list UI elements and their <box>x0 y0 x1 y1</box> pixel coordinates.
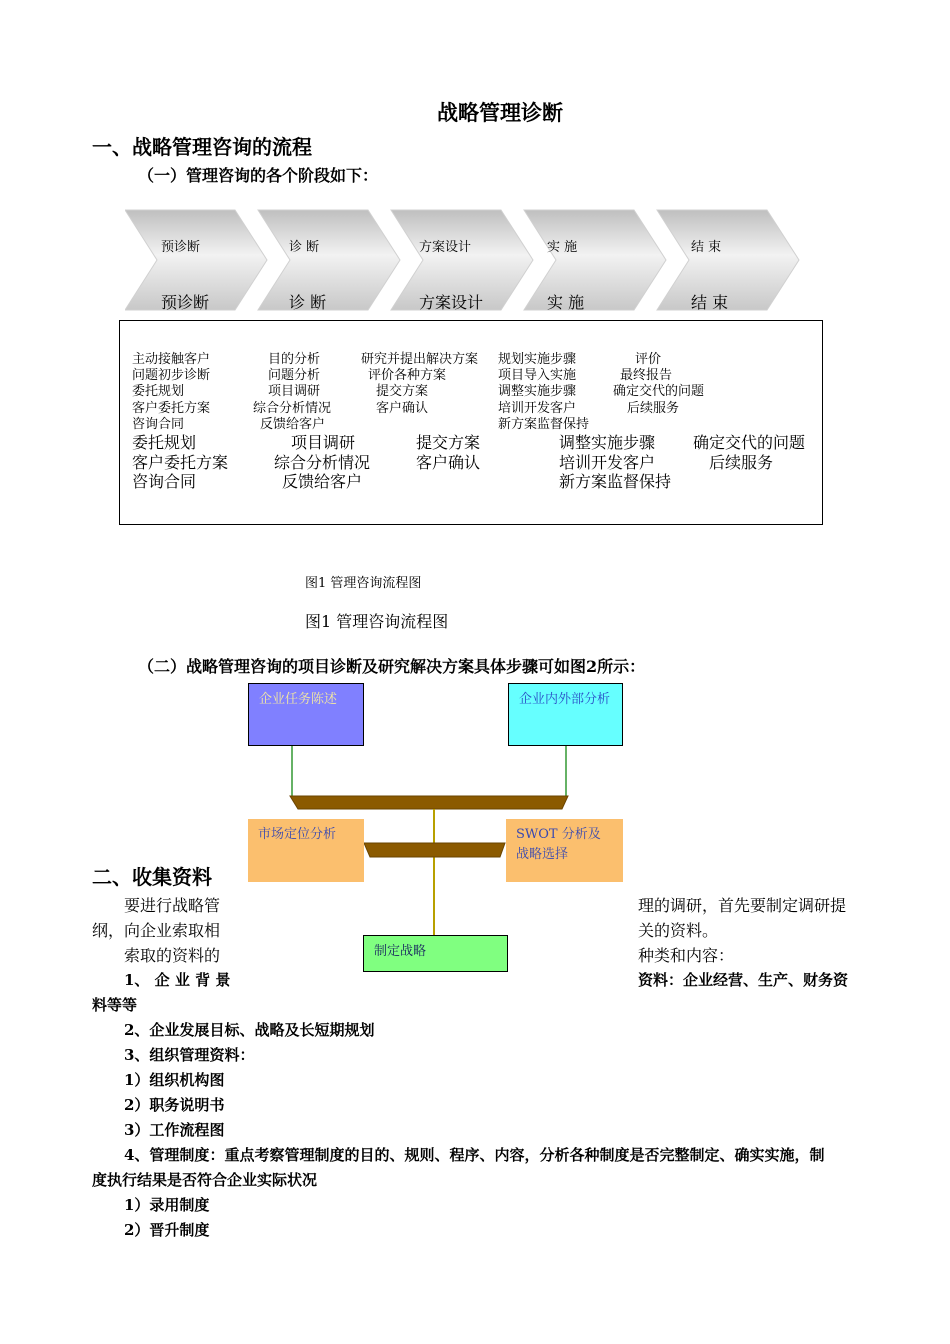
list-item: 3、组织管理资料： <box>124 1046 255 1064</box>
paragraph-right: 理的调研，首先要制定调研提 <box>638 896 847 915</box>
large-cell: 培训开发客户 <box>559 453 656 472</box>
stage-bottom-label-2: 诊 断 <box>289 293 327 312</box>
large-cell: 确定交代的问题 <box>693 433 806 452</box>
large-cell: 客户委托方案 <box>132 453 229 472</box>
large-cell: 提交方案 <box>416 433 481 452</box>
box-mission-statement: 企业任务陈述 <box>248 683 364 746</box>
small-cell: 委托规划 <box>132 384 185 399</box>
large-cell: 反馈给客户 <box>282 472 363 491</box>
paragraph-left: 索取的资料的 <box>124 946 221 965</box>
small-cell: 培训开发客户 <box>498 401 577 416</box>
page-title: 战略管理诊断 <box>437 100 563 125</box>
small-cell: 评价 <box>635 352 662 367</box>
small-cell: 评价各种方案 <box>368 368 447 383</box>
small-cell: 客户确认 <box>376 401 429 416</box>
list-item: 3）工作流程图 <box>124 1121 225 1139</box>
large-cell: 项目调研 <box>291 433 356 452</box>
section1-subheading-2: （二）战略管理咨询的项目诊断及研究解决方案具体步骤可如图2所示： <box>138 657 646 676</box>
small-cell: 反馈给客户 <box>260 417 326 432</box>
section1-subheading-1: （一）管理咨询的各个阶段如下： <box>138 166 379 185</box>
paragraph-right: 关的资料。 <box>638 921 719 940</box>
section1-heading: 一、战略管理咨询的流程 <box>92 135 312 159</box>
list-item: 1）组织机构图 <box>124 1071 225 1089</box>
small-cell: 主动接触客户 <box>132 352 211 367</box>
paragraph-left: 纲，向企业索取相 <box>92 921 221 940</box>
stage-top-label-4: 实 施 <box>547 240 578 255</box>
small-cell: 客户委托方案 <box>132 401 211 416</box>
list-item: 1）录用制度 <box>124 1196 210 1214</box>
large-cell: 新方案监督保持 <box>559 472 672 491</box>
list-item: 4、管理制度：重点考察管理制度的目的、规则、程序、内容，分析各种制度是否完整制定、确实实施，制 <box>124 1146 825 1164</box>
paragraph-right: 种类和内容： <box>638 946 735 965</box>
stage-bottom-label-3: 方案设计 <box>419 293 484 312</box>
large-cell: 委托规划 <box>132 433 197 452</box>
box-internal-external-analysis: 企业内外部分析 <box>508 683 623 746</box>
small-cell: 目的分析 <box>268 352 321 367</box>
box-formulate-strategy: 制定战略 <box>363 935 508 972</box>
stage-top-label-5: 结 束 <box>691 240 722 255</box>
small-cell: 最终报告 <box>620 368 673 383</box>
box-swot-analysis: SWOT 分析及战略选择 <box>506 819 623 882</box>
large-cell: 后续服务 <box>709 453 774 472</box>
box-market-positioning: 市场定位分析 <box>248 819 364 882</box>
figure-caption-large: 图1 管理咨询流程图 <box>305 612 449 631</box>
small-cell: 问题分析 <box>268 368 321 383</box>
large-cell: 客户确认 <box>416 453 481 472</box>
small-cell: 后续服务 <box>627 401 680 416</box>
small-cell: 新方案监督保持 <box>498 417 590 432</box>
list-item: 资料：企业经营、生产、财务资 <box>638 971 849 989</box>
list-item: 料等等 <box>92 996 138 1014</box>
list-item: 2）职务说明书 <box>124 1096 225 1114</box>
small-cell: 调整实施步骤 <box>498 384 577 399</box>
small-cell: 问题初步诊断 <box>132 368 211 383</box>
small-cell: 综合分析情况 <box>253 401 332 416</box>
stage-bottom-label-5: 结 束 <box>691 293 729 312</box>
large-cell: 咨询合同 <box>132 472 197 491</box>
list-item: 1、 企 业 背 景 <box>124 971 231 989</box>
small-cell: 咨询合同 <box>132 417 185 432</box>
paragraph-left: 要进行战略管 <box>124 896 221 915</box>
list-item: 2）晋升制度 <box>124 1221 210 1239</box>
stage-top-label-3: 方案设计 <box>419 240 472 255</box>
figure-caption-small: 图1 管理咨询流程图 <box>305 576 422 591</box>
stage-bottom-label-4: 实 施 <box>547 293 585 312</box>
large-cell: 综合分析情况 <box>274 453 371 472</box>
stage-bottom-label-1: 预诊断 <box>161 293 210 312</box>
list-item: 2、企业发展目标、战略及长短期规划 <box>124 1021 375 1039</box>
small-cell: 规划实施步骤 <box>498 352 577 367</box>
small-cell: 研究并提出解决方案 <box>361 352 479 367</box>
small-cell: 项目导入实施 <box>498 368 577 383</box>
stage-top-label-2: 诊 断 <box>289 240 320 255</box>
small-cell: 项目调研 <box>268 384 321 399</box>
list-item: 度执行结果是否符合企业实际状况 <box>92 1171 318 1189</box>
large-cell: 调整实施步骤 <box>559 433 656 452</box>
section2-heading: 二、收集资料 <box>92 865 212 889</box>
small-cell: 提交方案 <box>376 384 429 399</box>
small-cell: 确定交代的问题 <box>613 384 705 399</box>
stage-top-label-1: 预诊断 <box>161 240 201 255</box>
